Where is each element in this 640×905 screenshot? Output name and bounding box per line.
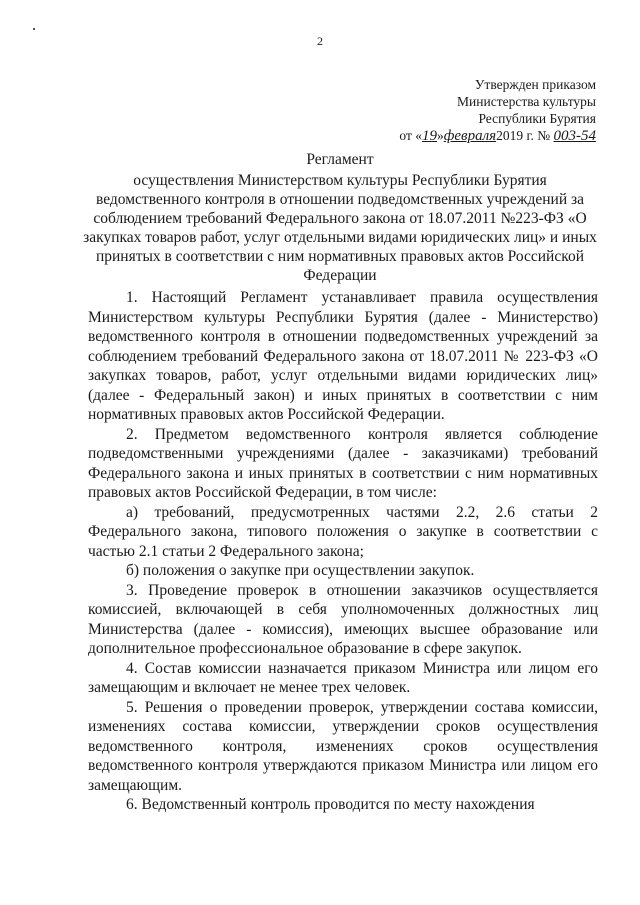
approval-line-3: Республики Бурятия [478, 111, 596, 126]
paragraph-4: 4. Состав комиссии назначается приказом Министра или лицом его замещающим и включает не менее трех человек. [88, 659, 598, 696]
paragraph-1: 1. Настоящий Регламент устанавливает правила осуществления Министерством культуры Республики Бурятия (далее - Министерство) ведомственного контроля в отношении подведомственных учреждений за соблюдением требований Федерального закона от 18.07.2011 № 223-ФЗ «О закупках товаров, работ, услуг отдельными видами юридических лиц» (далее - Федеральный закон) и иных принятых в соответствии с ним нормативных правовых актов Российской Федерации. [88, 289, 598, 423]
document-body [88, 288, 598, 815]
approval-date-line [399, 127, 596, 145]
paragraph-5: 5. Решения о проведении проверок, утверждении состава комиссии, изменениях состава комиссии, утверждении сроков осуществления ведомственного контроля, изменениях сроков осуществления ведомственного контроля утверждаются приказом Министра или лицом его замещающим. [88, 698, 598, 794]
handwritten-number: 003-54 [553, 128, 596, 144]
document-title [80, 150, 600, 285]
handwritten-day: 19 [422, 128, 437, 144]
paragraph-3: 3. Проведение проверок в отношении заказчиков осуществляется комиссией, включающей в себя уполномоченных должностных лиц Министерства (далее - комиссия), имеющих высшее образование или дополнительное профессиональное образование в сфере закупок. [88, 581, 598, 657]
date-mid: » [437, 128, 444, 143]
date-prefix: от « [399, 128, 422, 143]
handwritten-month: февраля [443, 128, 497, 144]
paragraph-6: 6. Ведомственный контроль проводится по месту нахождения [126, 796, 535, 813]
approval-line-2: Министерства культуры [457, 94, 596, 109]
date-year: 2019 г. № [496, 128, 551, 143]
paragraph-2: 2. Предметом ведомственного контроля является соблюдение подведомственными учреждениями (далее - заказчиками) требований Федерального закона и иных принятых в соответствии с ним нормативных правовых актов Российской Федерации, в том числе: [88, 425, 598, 501]
title-text: осуществления Министерством культуры Республики Бурятия ведомственного контроля в отношении подведомственных учреждений за соблюдением требований Федерального закона от 18.07.2011 №223-ФЗ «О закупках товаров работ, услуг отдельными видами юридических лиц» и иных принятых в соответствии с ним нормативных правовых актов Российской Федерации [83, 172, 597, 284]
title-heading: Регламент [306, 151, 374, 168]
scan-mark [33, 28, 35, 30]
approval-line-1: Утвержден приказом [474, 77, 596, 92]
paragraph-2b: б) положения о закупке при осуществлении закупок. [126, 562, 475, 579]
paragraph-2a: а) требований, предусмотренных частями 2.2, 2.6 статьи 2 Федерального закона, типового положения о закупке в соответствии с частью 2.1 статьи 2 Федерального закона; [88, 503, 598, 560]
approval-block [399, 76, 596, 145]
page-number: 2 [317, 34, 323, 48]
